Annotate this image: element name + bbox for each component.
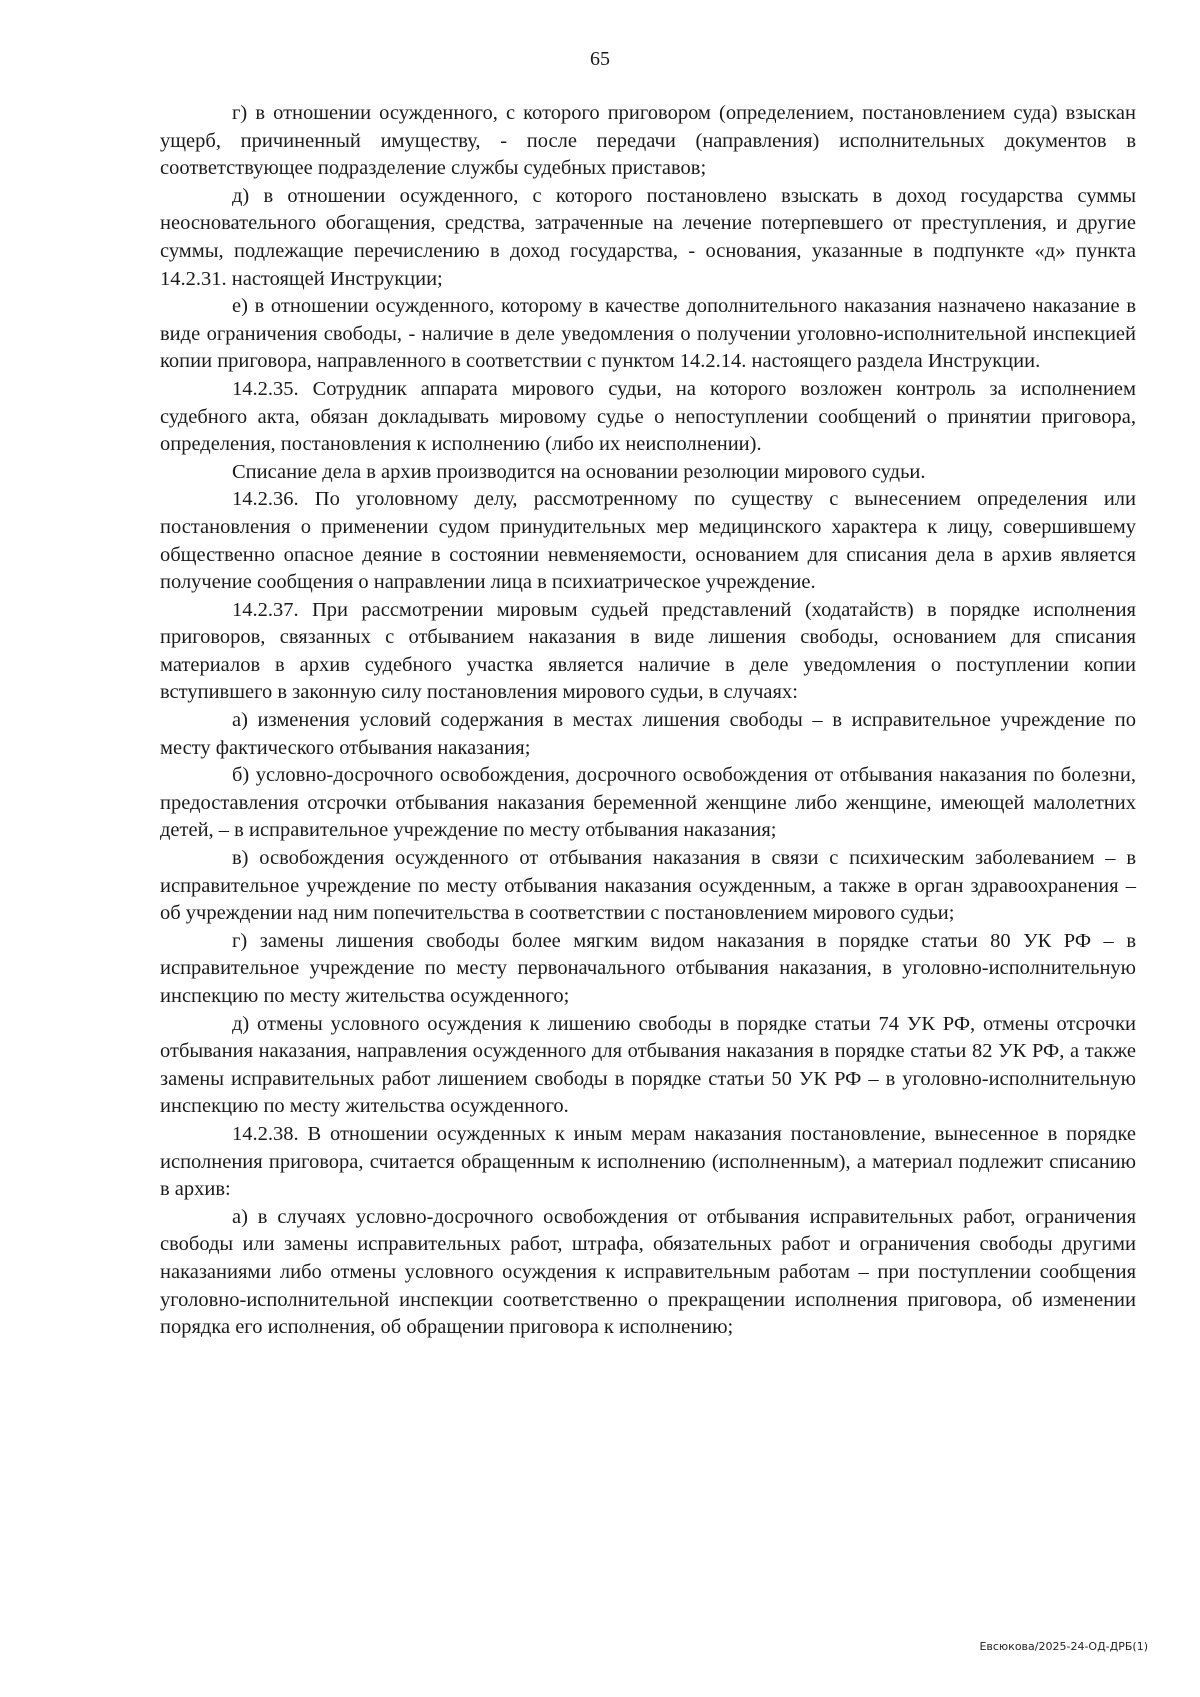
paragraph-e-restriction: е) в отношении осужденного, которому в качестве дополнительного наказания назначено наказание в виде ограничения свободы, - наличие в деле уведомления о получении уголовно-исполнительной инспекцией копии приговора, направленного в соответствии с пунктом 14.2.14. настоящего раздела Инструкции. [160,295,1136,373]
paragraph-14-2-36: 14.2.36. По уголовному делу, рассмотренному по существу с вынесением определения или постановления о применении судом принудительных мер медицинского характера к лицу, совершившему общественно опасное деяние в состоянии невменяемости, основанием для списания дела в архив является получение сообщения о направлении лица в психиатрическое учреждение. [160,488,1136,594]
paragraph-37-b: б) условно-досрочного освобождения, досрочного освобождения от отбывания наказания по болезни, предоставления отсрочки отбывания наказания беременной женщине либо женщине, имеющей малолетних детей, – в исправительное учреждение по месту отбывания наказания; [160,764,1136,842]
footer-document-id: Евсюкова/2025-24-ОД-ДРБ(1) [979,1640,1148,1653]
paragraph-14-2-38: 14.2.38. В отношении осужденных к иным мерам наказания постановление, вынесенное в порядке исполнения приговора, считается обращенным к исполнению (исполненным), а материал подлежит списанию в архив: [160,1122,1136,1201]
paragraph-14-2-37: 14.2.37. При рассмотрении мировым судьей представлений (ходатайств) в порядке исполнения приговоров, связанных с отбыванием наказания в виде лишения свободы, основанием для списания материалов в архив судебного участка является наличие в деле уведомления о поступлении копии вступившего в законную силу постановления мирового судьи, в случаях: [160,598,1136,704]
paragraph-archive-resolution: Списание дела в архив производится на основании резолюции мирового судьи. [232,460,926,483]
paragraph-14-2-35: 14.2.35. Сотрудник аппарата мирового судьи, на которого возложен контроль за исполнением судебного акта, обязан докладывать мировому судье о непоступлении сообщений о принятии приговора, определения, постановления к исполнению (либо их неисполнении). [160,377,1136,456]
paragraph-37-d: д) отмены условного осуждения к лишению свободы в порядке статьи 74 УК РФ, отмены отсрочки отбывания наказания, направления осужденного для отбывания наказания в порядке статьи 82 УК РФ, а также замены исправительных работ лишением свободы в порядке статьи 50 УК РФ – в уголовно-исполнительную инспекцию по месту жительства осужденного. [160,1012,1136,1118]
page-number: 65 [590,48,610,70]
document-body [160,100,1136,1342]
paragraph-37-v: в) освобождения осужденного от отбывания наказания в связи с психическим заболеванием – в исправительное учреждение по месту отбывания наказания осужденным, а также в орган здравоохранения – об учреждении над ним попечительства в соответствии с постановлением мирового судьи; [160,847,1136,925]
paragraph-37-a: а) изменения условий содержания в местах лишения свободы – в исправительное учреждение по месту фактического отбывания наказания; [160,709,1136,759]
paragraph-38-a: а) в случаях условно-досрочного освобождения от отбывания исправительных работ, ограничения свободы или замены исправительных работ, штрафа, обязательных работ и ограничения свободы другими наказаниями либо отмены условного осуждения к исправительным работам – при поступлении сообщения уголовно-исполнительной инспекции соответственно о прекращении исполнения приговора, об изменении порядка его исполнения, об обращении приговора к исполнению; [160,1205,1136,1339]
paragraph-37-g: г) замены лишения свободы более мягким видом наказания в порядке статьи 80 УК РФ – в исправительное учреждение по месту первоначального отбывания наказания, в уголовно-исполнительную инспекцию по месту жительства осужденного; [160,929,1136,1007]
paragraph-d-income: д) в отношении осужденного, с которого постановлено взыскать в доход государства суммы неосновательного обогащения, средства, затраченные на лечение потерпевшего от преступления, и другие суммы, подлежащие перечислению в доход государства, - основания, указанные в подпункте «д» пункта 14.2.31. настоящей Инструкции; [160,184,1136,290]
paragraph-g-damage: г) в отношении осужденного, с которого приговором (определением, постановлением суда) взыскан ущерб, причиненный имуществу, - после передачи (направления) исполнительных документов в соответствующее подразделение службы судебных приставов; [160,102,1136,180]
